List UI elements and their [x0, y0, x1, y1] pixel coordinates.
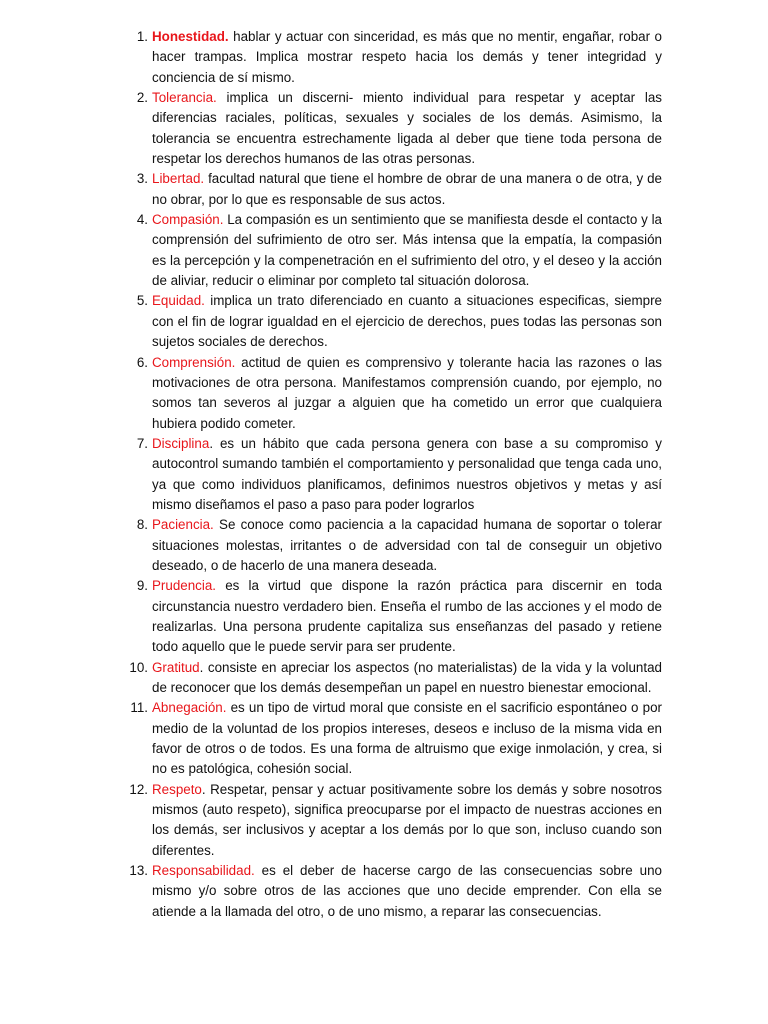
value-definition: es la virtud que dispone la razón práctica para discernir en toda circunstancia nuestro verdadero bien. Enseña el rumbo de las acciones y el modo de realizarlas. Una persona prudente capitaliza sus enseñanzas del pasado y retiene todo aquello que le puede servir para ser prudente.: [152, 578, 662, 655]
list-item-number: 5.: [136, 293, 148, 309]
list-item: [126, 434, 662, 515]
value-term: Gratitud: [152, 659, 200, 675]
value-definition: es un tipo de virtud moral que consiste en el sacrificio espontáneo o por medio de la voluntad de los propios intereses, deseos e incluso de la misma vida en favor de otros o de todos. Es una forma de altruismo que exige inmolación, y crea, si no es patológica, cohesión social.: [152, 700, 662, 777]
value-definition: La compasión es un sentimiento que se manifiesta desde el contacto y la comprensión del sufrimiento de otro ser. Más intensa que la empatía, la compasión es la percepción y la compenetración en el sufrimiento del otro, y el deseo y la acción de aliviar, reducir o eliminar por completo tal situación dolorosa.: [152, 212, 662, 289]
list-item-number: 1.: [136, 29, 148, 44]
value-definition: . Respetar, pensar y actuar positivamente sobre los demás y sobre nosotros mismos (auto respeto), significa preocuparse por el impacto de nuestras acciones en los demás, ser inclusivos y aceptar a los demás por lo que son, incluso cuando son diferentes.: [152, 781, 662, 858]
list-item-number: 7.: [136, 435, 148, 451]
value-term: Abnegación.: [152, 700, 227, 716]
list-item: [126, 88, 662, 169]
value-term: Comprensión.: [152, 354, 236, 370]
list-item: [126, 658, 662, 699]
value-term: Compasión.: [152, 212, 224, 228]
list-item: [126, 515, 662, 576]
value-term: Paciencia.: [152, 517, 214, 533]
list-item-number: 10.: [129, 659, 148, 675]
value-definition: hablar y actuar con sinceridad, es más que no mentir, engañar, robar o hacer trampas. Implica mostrar respeto hacia los demás y tener integridad y conciencia de sí mismo.: [152, 29, 662, 85]
list-item-number: 9.: [136, 578, 148, 594]
list-item: [126, 780, 662, 861]
value-term: Responsabilidad.: [152, 863, 255, 879]
list-item: [126, 861, 662, 922]
list-item: [126, 576, 662, 657]
value-definition: es el deber de hacerse cargo de las consecuencias sobre uno mismo y/o sobre otros de las acciones que uno decide emprender. Con ella se atiende a la llamada del otro, o de uno mismo, a reparar las consecuencias.: [152, 863, 662, 919]
list-item: [126, 210, 662, 291]
list-item-number: 8.: [136, 517, 148, 533]
value-definition: facultad natural que tiene el hombre de obrar de una manera o de otra, y de no obrar, por lo que es responsable de sus actos.: [152, 171, 662, 207]
list-item: [126, 27, 662, 88]
value-term: Tolerancia.: [152, 90, 217, 106]
value-term: Honestidad.: [152, 29, 229, 44]
value-term: Disciplina: [152, 435, 210, 451]
value-definition: Se conoce como paciencia a la capacidad humana de soportar o tolerar situaciones molestas, irritantes o de adversidad con tal de conseguir un objetivo deseado, o de hacerlo de una manera deseada.: [152, 517, 662, 573]
value-term: Respeto: [152, 781, 202, 797]
value-definition: actitud de quien es comprensivo y tolerante hacia las razones o las motivaciones de otra persona. Manifestamos comprensión cuando, por ejemplo, no somos tan severos al juzgar a alguien que ha cometido un error que cualquiera hubiera podido cometer.: [152, 354, 662, 431]
value-definition: implica un discerni- miento individual para respetar y aceptar las diferencias raciales, políticas, sexuales y sociales de los demás. Asimismo, la tolerancia se encuentra estrechamente ligada al deber que tiene toda persona de respetar los derechos humanos de las otras personas.: [152, 90, 662, 167]
value-term: Prudencia.: [152, 578, 217, 594]
list-item-number: 11.: [130, 700, 148, 716]
value-term: Equidad.: [152, 293, 205, 309]
list-item-number: 13.: [129, 863, 148, 879]
list-item: [126, 353, 662, 434]
list-item-number: 12.: [129, 781, 148, 797]
list-item-number: 4.: [136, 212, 148, 228]
value-definition: . consiste en apreciar los aspectos (no materialistas) de la vida y la voluntad de reconocer que los demás desempeñan un papel en nuestro bienestar emocional.: [152, 659, 662, 695]
list-item-number: 6.: [136, 354, 148, 370]
value-definition: . es un hábito que cada persona genera con base a su compromiso y autocontrol sumando también el comportamiento y personalidad que tenga cada uno, ya que como individuos planificamos, definimos nuestros objetivos y metas y así mismo diseñamos el paso a paso para poder lograrlos: [152, 435, 662, 512]
list-item: [126, 169, 662, 210]
list-item: [126, 291, 662, 352]
list-item-number: 2.: [136, 90, 148, 106]
value-term: Libertad.: [152, 171, 205, 187]
list-item: [126, 698, 662, 779]
values-list: [126, 27, 662, 922]
list-item-number: 3.: [136, 171, 148, 187]
value-definition: implica un trato diferenciado en cuanto a situaciones especificas, siempre con el fin de lograr igualdad en el ejercicio de derechos, pues todas las personas son sujetos sociales de derechos.: [152, 293, 662, 350]
